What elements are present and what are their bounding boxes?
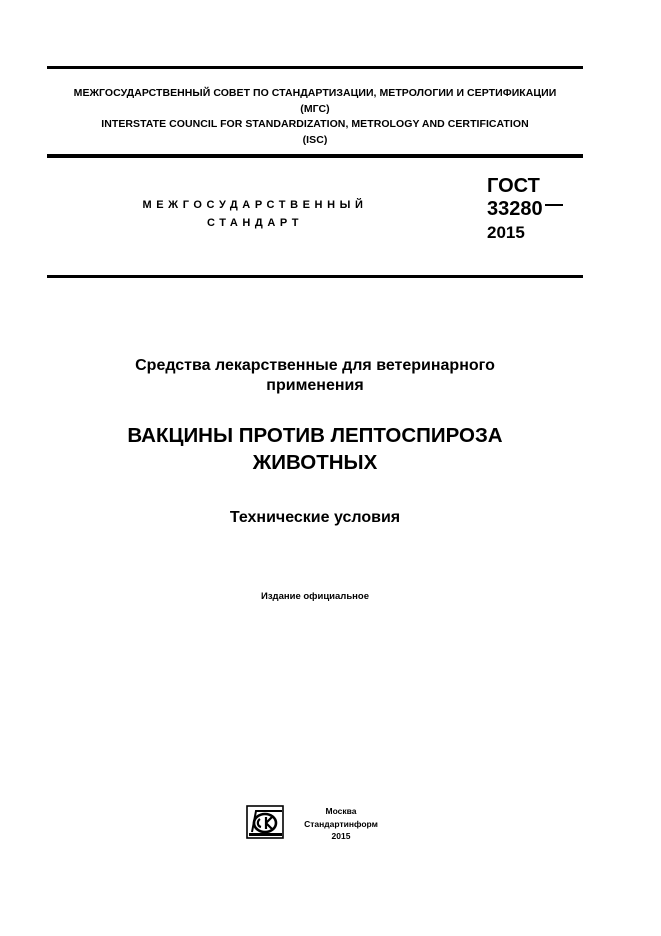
subtitle-line2: применения <box>266 377 364 394</box>
document-title <box>47 422 583 476</box>
document-subtitle <box>47 356 583 396</box>
subtitle-line1: Средства лекарственные для ветеринарного <box>135 357 495 374</box>
standard-type <box>100 196 410 232</box>
header-rule <box>47 154 583 158</box>
gost-dash <box>545 204 563 206</box>
title-line1: ВАКЦИНЫ ПРОТИВ ЛЕПТОСПИРОЗА <box>127 424 503 447</box>
standard-type-line2: СТАНДАРТ <box>206 217 304 229</box>
gost-designation <box>487 175 563 244</box>
official-edition: Издание официальное <box>261 591 369 602</box>
council-en-abbr: (ISC) <box>302 133 328 146</box>
publisher-city: Москва <box>325 806 357 816</box>
standard-type-line1: МЕЖГОСУДАРСТВЕННЫЙ <box>142 199 368 211</box>
top-rule <box>47 66 583 69</box>
title-line2: ЖИВОТНЫХ <box>252 451 378 474</box>
council-ru-abbr: (МГС) <box>300 102 330 115</box>
gost-label: ГОСТ <box>487 175 540 197</box>
gost-number: 33280 <box>487 198 543 220</box>
gost-number-line <box>487 198 563 221</box>
publisher-year: 2015 <box>331 831 351 841</box>
council-block <box>47 86 583 148</box>
council-ru-name: МЕЖГОСУДАРСТВЕННЫЙ СОВЕТ ПО СТАНДАРТИЗАЦИИ, МЕТРОЛОГИИ И СЕРТИФИКАЦИИ <box>73 87 557 99</box>
council-en-name: INTERSTATE COUNCIL FOR STANDARDIZATION, METROLOGY AND CERTIFICATION <box>101 118 529 130</box>
gost-year: 2015 <box>487 223 525 242</box>
publisher-block <box>296 805 386 843</box>
designation-rule <box>47 275 583 278</box>
publisher-name: Стандартинформ <box>304 818 378 829</box>
standartinform-logo-icon <box>246 805 284 839</box>
technical-conditions: Технические условия <box>229 509 401 526</box>
